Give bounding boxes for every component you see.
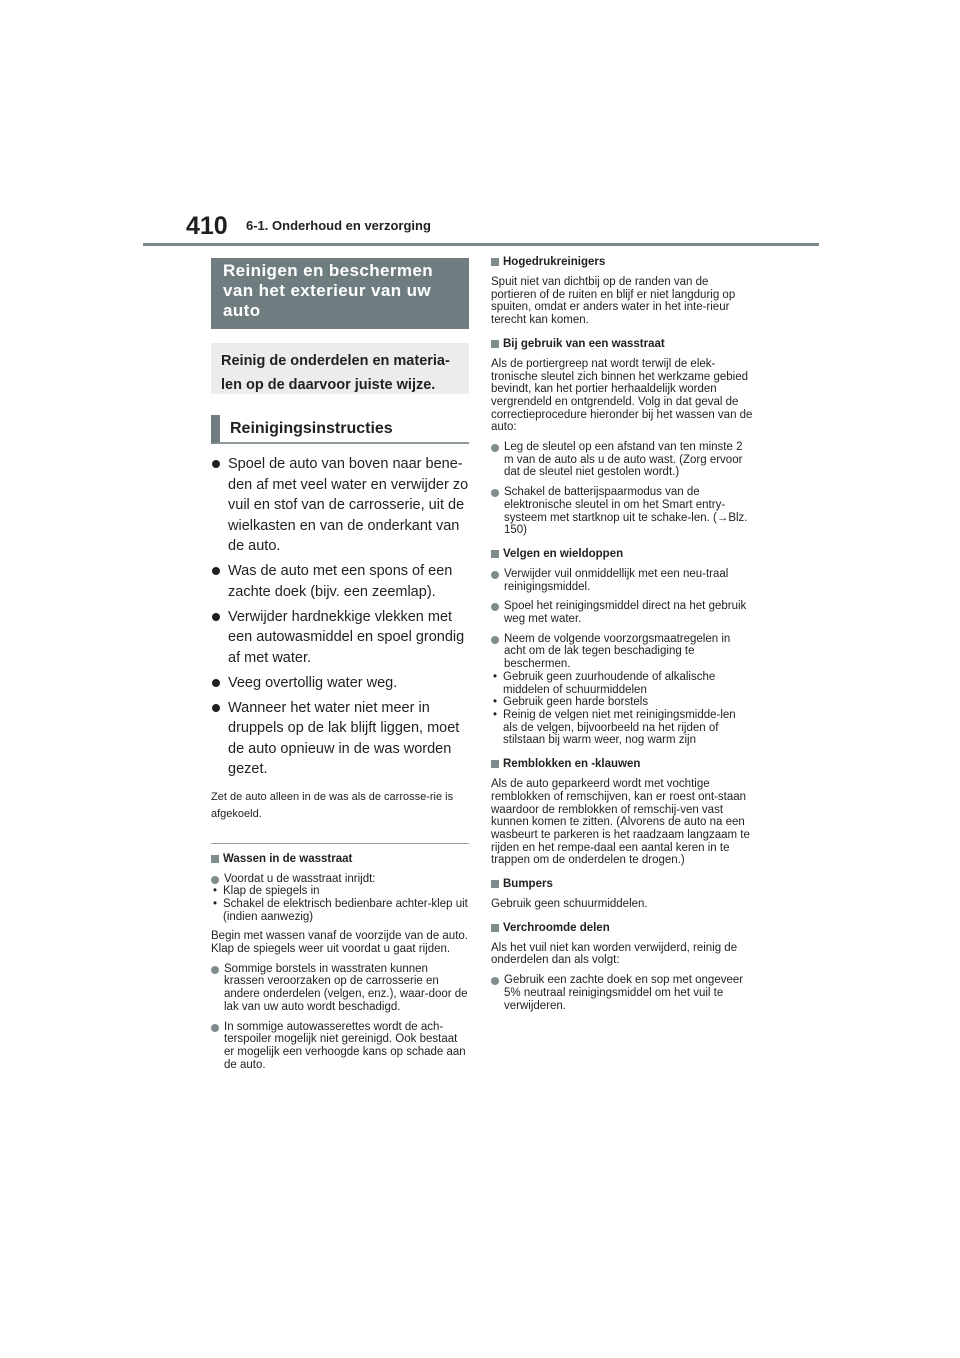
body-text: Spuit niet van dichtbij op de randen van de portieren of de ruiten en blijf er niet langdurig op spuiten, omdat er anders water in het inte-rieur terecht kan komen. xyxy=(491,276,736,327)
list-item: Veeg overtollig water weg. xyxy=(211,673,469,694)
list-item: Gebruik een zachte doek en sop met ongeveer 5% neutraal reinigingsmiddel om het vuil te verwijderen. xyxy=(491,974,753,1012)
header-rule xyxy=(143,243,819,246)
pressure-washer-heading: Hogedrukreinigers xyxy=(491,255,753,269)
list-item: Wanneer het water niet meer in druppels op de lak blijft liggen, moet de auto opnieuw in de was worden gezet. xyxy=(211,698,469,780)
sub-list-item: • Reinig de velgen niet met reinigingsmidde-len als de velgen, bijvoorbeeld na het rijden of stilstaan bij warm weer, nog warm zijn xyxy=(491,709,753,747)
sub-list-item: • Gebruik geen zuurhoudende of alkalische middelen of schuurmiddelen xyxy=(491,671,753,696)
list-item: Neem de volgende voorzorgsmaatregelen in acht om de lak tegen beschadiging te beschermen. xyxy=(491,633,753,671)
body-text: Als de auto geparkeerd wordt met vochtige remblokken of remschijven, kan er roest ont-staan waardoor de remblokken of remschij-ven vast kunnen komen te zitten. (Alvorens de auto na een wasbeurt te parkeren is het raadzaam langzaam te rijden en het rempe-daal een aantal keren in te trappen om de onderdelen te drogen.) xyxy=(491,778,750,867)
brakes-heading: Remblokken en -klauwen xyxy=(491,757,753,771)
list-item: Schakel de batterijspaarmodus van de elektronische sleutel in om het Smart entry-systeem met startknop uit te schake-len. (→Blz. 150) xyxy=(491,486,753,537)
list-item: Verwijder vuil onmiddellijk met een neu-traal reinigingsmiddel. xyxy=(491,568,753,593)
list-item: Sommige borstels in wasstraten kunnen krassen veroorzaken op de carrosserie en andere onderdelen (velgen, enz.), waar-door de lak van uw auto wordt beschadigd. xyxy=(211,963,469,1014)
list-item: Leg de sleutel op een afstand van ten minste 2 m van de auto als u de auto wast. (Zorg ervoor dat de sleutel niet gestolen wordt.) xyxy=(491,441,753,479)
page-number: 410 xyxy=(186,212,228,240)
body-text: Gebruik geen schuurmiddelen. xyxy=(491,898,648,911)
wheels-heading: Velgen en wieldoppen xyxy=(491,547,753,561)
note-text: Zet de auto alleen in de was als de carrosse-rie is afgekoeld. xyxy=(211,790,454,820)
divider xyxy=(211,843,469,844)
wash-heading: Wassen in de wasstraat xyxy=(211,852,469,866)
sub-list-item: • Gebruik geen harde borstels xyxy=(491,696,753,709)
body-text: Als het vuil niet kan worden verwijderd, reinig de onderdelen dan als volgt: xyxy=(491,941,738,967)
body-text: Begin met wassen vanaf de voorzijde van de auto. Klap de spiegels weer uit voordat u gaat rijden. xyxy=(211,930,468,956)
sub-list-item: • Schakel de elektrisch bedienbare achter-klep uit (indien aanwezig) xyxy=(211,898,469,923)
right-column xyxy=(491,255,753,1012)
chrome-heading: Verchroomde delen xyxy=(491,921,753,935)
sub-list xyxy=(491,671,753,747)
body-text: Als de portiergreep nat wordt terwijl de elek-tronische sleutel zich binnen het werkzame gebied bevindt, kan het portier herhaaldelijk worden vergrendeld en ontgrendeld. Volg in dat geval de correctieprocedure hieronder bij het wassen van de auto: xyxy=(491,357,753,434)
list-item: Spoel het reinigingsmiddel direct na het gebruik weg met water. xyxy=(491,600,753,625)
section-title: Reinigen en beschermen van het exterieur van uw auto xyxy=(211,258,469,329)
instruction-list xyxy=(211,454,469,780)
intro-text: Reinig de onderdelen en materia-len op de daarvoor juiste wijze. xyxy=(211,343,469,394)
list-item: Verwijder hardnekkige vlekken met een autowasmiddel en spoel grondig af met water. xyxy=(211,607,469,669)
sub-list-item: • Klap de spiegels in xyxy=(211,885,469,898)
car-wash-heading: Bij gebruik van een wasstraat xyxy=(491,337,753,351)
bumpers-heading: Bumpers xyxy=(491,877,753,891)
list-item: In sommige autowasserettes wordt de ach-terspoiler mogelijk niet gereinigd. Ook bestaat er mogelijk een verhoogde kans op schade aan de auto. xyxy=(211,1021,469,1072)
list-item: Spoel de auto van boven naar bene-den af met veel water en verwijder zo vuil en stof van de carrosserie, uit de wielkasten en van de onderkant van de auto. xyxy=(211,454,469,557)
list-item: Voordat u de wasstraat inrijdt: xyxy=(211,873,469,886)
subheading: Reinigingsinstructies xyxy=(211,415,469,444)
running-header: 6-1. Onderhoud en verzorging xyxy=(246,218,431,233)
sub-list xyxy=(211,885,469,923)
left-column xyxy=(211,258,469,1071)
list-item: Was de auto met een spons of een zachte doek (bijv. een zeemlap). xyxy=(211,561,469,602)
